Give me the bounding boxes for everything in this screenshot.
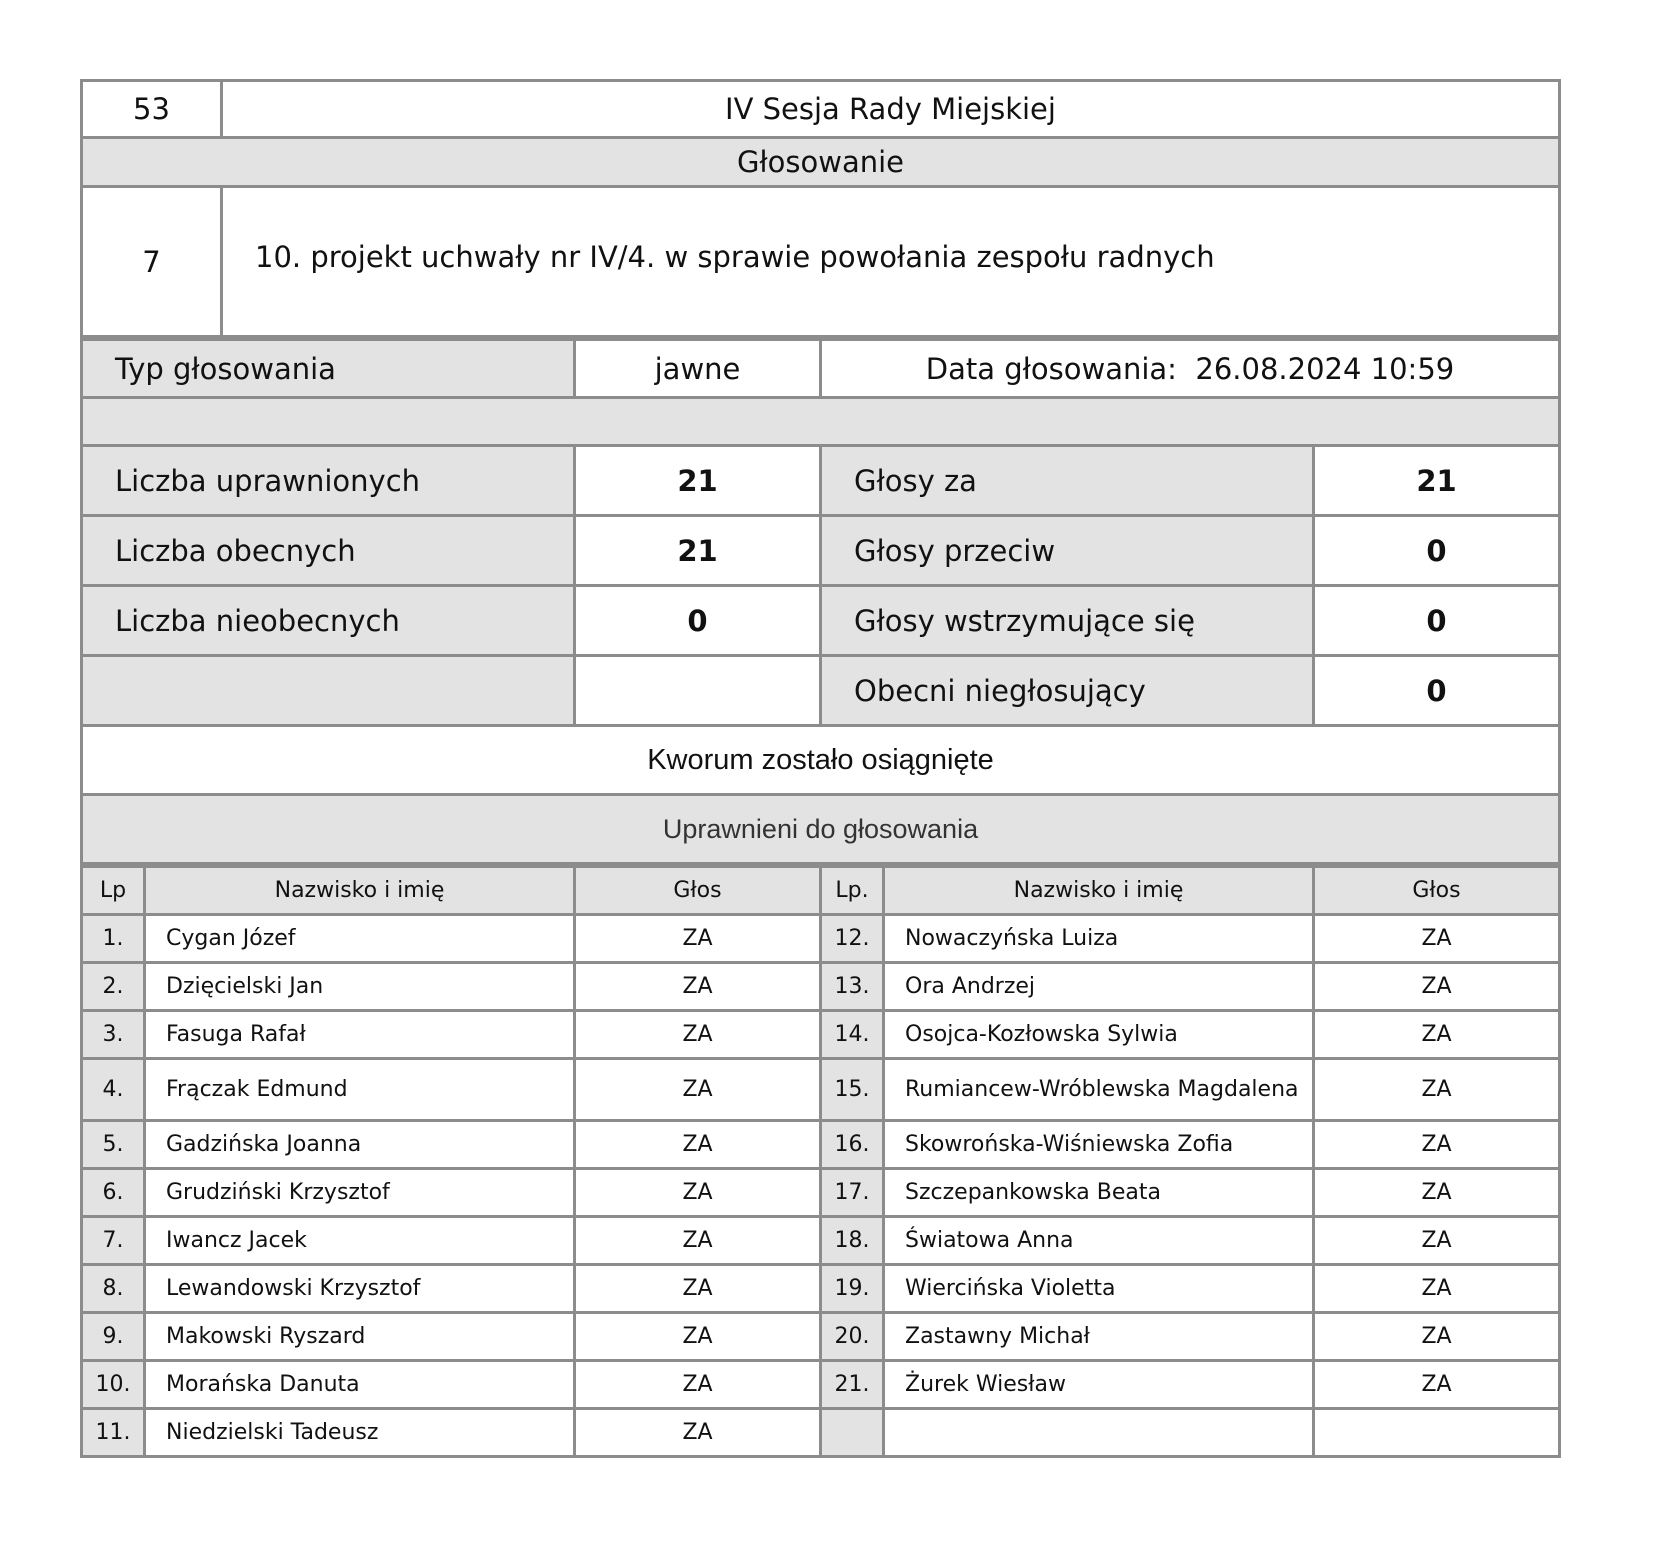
member-lp: 18. (821, 1217, 884, 1265)
table-row (82, 1361, 1560, 1409)
votes-for-label: Głosy za (821, 446, 1314, 516)
member-name: Niedzielski Tadeusz (145, 1409, 575, 1457)
member-name (884, 1409, 1314, 1457)
stats-table (80, 338, 1561, 865)
col-vote-left: Głos (575, 867, 821, 915)
member-vote: ZA (575, 1265, 821, 1313)
member-lp: 10. (82, 1361, 145, 1409)
member-lp: 21. (821, 1361, 884, 1409)
member-name: Żurek Wiesław (884, 1361, 1314, 1409)
member-lp (821, 1409, 884, 1457)
votes-against-count: 0 (1314, 516, 1560, 586)
member-lp: 3. (82, 1011, 145, 1059)
member-name: Morańska Danuta (145, 1361, 575, 1409)
member-name: Lewandowski Krzysztof (145, 1265, 575, 1313)
member-name: Dzięcielski Jan (145, 963, 575, 1011)
table-row (82, 1217, 1560, 1265)
member-vote: ZA (1314, 1169, 1560, 1217)
present-count: 21 (575, 516, 821, 586)
member-vote: ZA (1314, 1059, 1560, 1121)
member-lp: 15. (821, 1059, 884, 1121)
vote-type-value: jawne (575, 340, 821, 398)
member-name: Grudziński Krzysztof (145, 1169, 575, 1217)
member-lp: 7. (82, 1217, 145, 1265)
member-lp: 4. (82, 1059, 145, 1121)
member-name: Światowa Anna (884, 1217, 1314, 1265)
table-row (82, 1121, 1560, 1169)
col-name-right: Nazwisko i imię (884, 867, 1314, 915)
session-number: 53 (82, 81, 222, 138)
member-name: Skowrońska-Wiśniewska Zofia (884, 1121, 1314, 1169)
vote-date-label: Data głosowania: (925, 351, 1177, 386)
member-name: Iwancz Jacek (145, 1217, 575, 1265)
members-header-row (82, 867, 1560, 915)
session-title: IV Sesja Rady Miejskiej (222, 81, 1560, 138)
votes-against-label: Głosy przeciw (821, 516, 1314, 586)
table-row (82, 1169, 1560, 1217)
col-lp-left: Lp (82, 867, 145, 915)
present-not-voting-label: Obecni niegłosujący (821, 656, 1314, 726)
member-name: Wiercińska Violetta (884, 1265, 1314, 1313)
voting-report (80, 79, 1558, 1458)
member-vote: ZA (575, 1361, 821, 1409)
member-vote: ZA (1314, 915, 1560, 963)
eligible-count: 21 (575, 446, 821, 516)
member-name: Szczepankowska Beata (884, 1169, 1314, 1217)
member-lp: 12. (821, 915, 884, 963)
members-table (80, 865, 1561, 1458)
member-lp: 8. (82, 1265, 145, 1313)
member-name: Zastawny Michał (884, 1313, 1314, 1361)
member-name: Makowski Ryszard (145, 1313, 575, 1361)
empty-cell (575, 656, 821, 726)
member-lp: 2. (82, 963, 145, 1011)
table-row (82, 1059, 1560, 1121)
table-row (82, 915, 1560, 963)
member-vote: ZA (1314, 1011, 1560, 1059)
member-vote: ZA (575, 1409, 821, 1457)
member-lp: 16. (821, 1121, 884, 1169)
table-row (82, 1011, 1560, 1059)
table-row (82, 1265, 1560, 1313)
col-name-left: Nazwisko i imię (145, 867, 575, 915)
spacer-row (82, 398, 1560, 446)
present-label: Liczba obecnych (82, 516, 575, 586)
member-vote: ZA (1314, 1361, 1560, 1409)
vote-date (821, 340, 1560, 398)
table-row (82, 1313, 1560, 1361)
member-vote: ZA (1314, 1313, 1560, 1361)
table-row (82, 963, 1560, 1011)
member-name: Fasuga Rafał (145, 1011, 575, 1059)
eligible-label: Liczba uprawnionych (82, 446, 575, 516)
member-name: Nowaczyńska Luiza (884, 915, 1314, 963)
member-lp: 6. (82, 1169, 145, 1217)
votes-abstain-count: 0 (1314, 586, 1560, 656)
member-lp: 1. (82, 915, 145, 963)
votes-abstain-label: Głosy wstrzymujące się (821, 586, 1314, 656)
member-name: Osojca-Kozłowska Sylwia (884, 1011, 1314, 1059)
member-vote: ZA (575, 1169, 821, 1217)
member-vote: ZA (1314, 1121, 1560, 1169)
vote-date-value: 26.08.2024 10:59 (1195, 351, 1455, 386)
member-lp: 9. (82, 1313, 145, 1361)
member-name: Ora Andrzej (884, 963, 1314, 1011)
present-not-voting-count: 0 (1314, 656, 1560, 726)
member-vote (1314, 1409, 1560, 1457)
header-table (80, 79, 1561, 338)
member-name: Gadzińska Joanna (145, 1121, 575, 1169)
member-vote: ZA (575, 1011, 821, 1059)
members-body (82, 915, 1560, 1457)
col-lp-right: Lp. (821, 867, 884, 915)
member-name: Rumiancew-Wróblewska Magdalena (884, 1059, 1314, 1121)
quorum-status: Kworum zostało osiągnięte (82, 726, 1560, 795)
vote-subject: 10. projekt uchwały nr IV/4. w sprawie powołania zespołu radnych (222, 187, 1560, 337)
votes-for-count: 21 (1314, 446, 1560, 516)
vote-type-label: Typ głosowania (82, 340, 575, 398)
member-vote: ZA (575, 915, 821, 963)
absent-count: 0 (575, 586, 821, 656)
member-lp: 19. (821, 1265, 884, 1313)
col-vote-right: Głos (1314, 867, 1560, 915)
absent-label: Liczba nieobecnych (82, 586, 575, 656)
member-name: Frączak Edmund (145, 1059, 575, 1121)
member-lp: 17. (821, 1169, 884, 1217)
member-vote: ZA (575, 1059, 821, 1121)
member-lp: 14. (821, 1011, 884, 1059)
member-lp: 11. (82, 1409, 145, 1457)
member-vote: ZA (575, 963, 821, 1011)
member-vote: ZA (1314, 1217, 1560, 1265)
member-name: Cygan Józef (145, 915, 575, 963)
section-title: Głosowanie (82, 138, 1560, 187)
member-lp: 20. (821, 1313, 884, 1361)
vote-number: 7 (82, 187, 222, 337)
empty-cell (82, 656, 575, 726)
member-vote: ZA (575, 1121, 821, 1169)
eligible-list-title: Uprawnieni do głosowania (82, 795, 1560, 864)
table-row (82, 1409, 1560, 1457)
member-lp: 5. (82, 1121, 145, 1169)
member-vote: ZA (1314, 963, 1560, 1011)
member-vote: ZA (1314, 1265, 1560, 1313)
member-lp: 13. (821, 963, 884, 1011)
member-vote: ZA (575, 1217, 821, 1265)
member-vote: ZA (575, 1313, 821, 1361)
